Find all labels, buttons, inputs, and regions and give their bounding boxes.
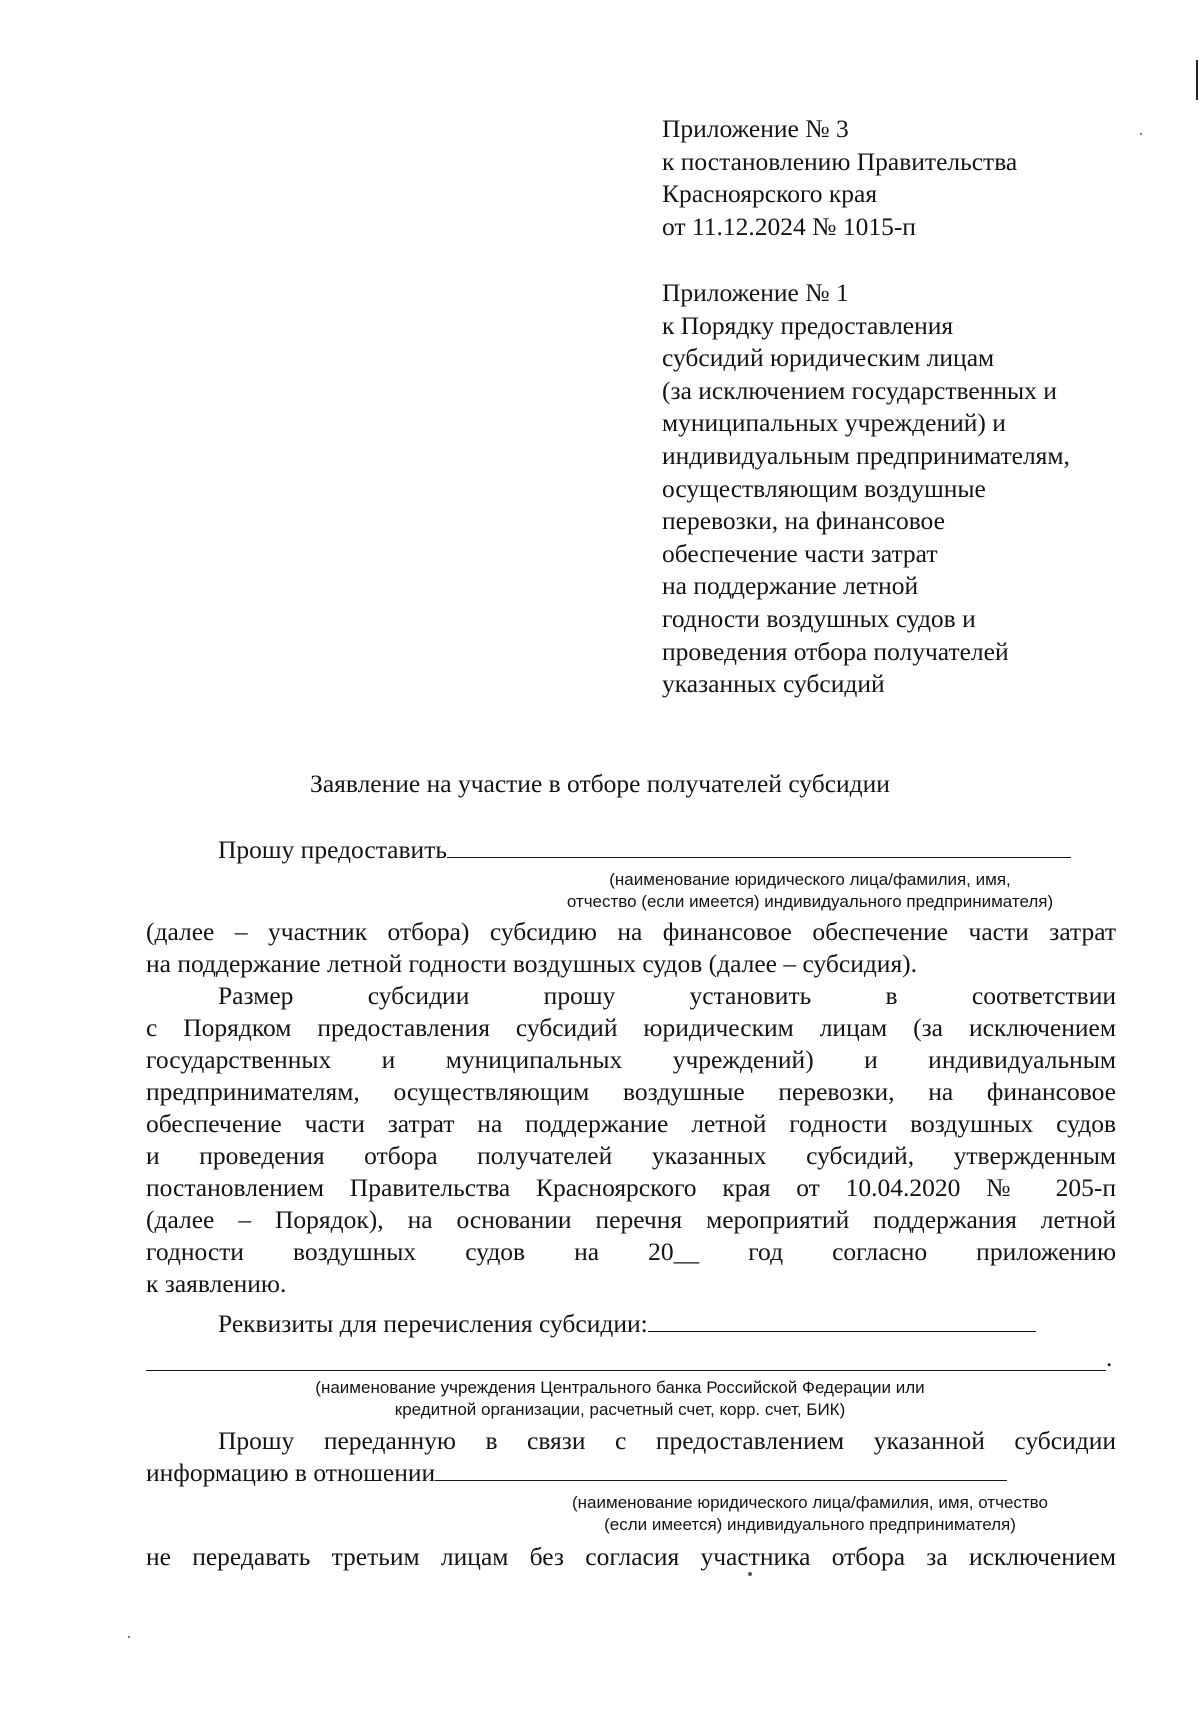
appendix-1-line: проведения отбора получателей: [662, 636, 1009, 666]
requisites-blank-line[interactable]: [146, 1370, 1106, 1371]
scan-speck: [1140, 133, 1142, 135]
appendix-1-header: [662, 277, 1070, 701]
body-line: обеспечение части затрат на поддержание летной годности воздушных судов: [146, 1109, 1116, 1138]
appendix-3-line: к постановлению Правительства: [662, 146, 1018, 176]
appendix-1-line: к Порядку предоставления: [662, 310, 954, 340]
appendix-1-line: индивидуальным предпринимателям,: [662, 440, 1070, 470]
requisites-caption: (наименование учреждения Центрального банка Российской Федерации или: [315, 1378, 925, 1397]
body-line: постановлением Правительства Красноярского края от 10.04.2020 № 205-п: [146, 1173, 1116, 1202]
body-line: (далее – участник отбора) субсидию на финансовое обеспечение части затрат: [146, 917, 1116, 946]
scan-speck: [748, 1572, 752, 1576]
appendix-1-line: годности воздушных судов и: [662, 603, 976, 633]
body-line: к заявлению.: [146, 1269, 287, 1298]
body-line: и проведения отбора получателей указанных субсидий, утвержденным: [146, 1141, 1116, 1170]
applicant-caption: отчество (если имеется) индивидуального предпринимателя): [566, 892, 1054, 911]
info-request-label: информацию в отношении: [146, 1458, 436, 1487]
appendix-3-line: Приложение № 3: [662, 114, 849, 143]
info-subject-blank[interactable]: [435, 1458, 1007, 1481]
appendix-1-line: муниципальных учреждений) и: [662, 408, 1006, 438]
appendix-3-line: Красноярского края: [662, 179, 878, 209]
document-title: Заявление на участие в отборе получателей субсидии: [310, 769, 890, 798]
scan-speck: [128, 1636, 130, 1638]
appendix-1-line: Приложение № 1: [662, 278, 849, 307]
requisites-end-mark: .: [1106, 1343, 1113, 1372]
request-line: [146, 834, 1116, 866]
applicant-caption: (наименование юридического лица/фамилия, имя,: [609, 870, 1011, 889]
request-label: Прошу предоставить: [218, 835, 447, 864]
appendix-1-line: указанных субсидий: [662, 669, 885, 699]
body-line: Прошу переданную в связи с предоставлением указанной субсидии: [218, 1426, 1116, 1455]
body-line: государственных и муниципальных учреждений) и индивидуальным: [146, 1045, 1116, 1074]
requisites-label: Реквизиты для перечисления субсидии:: [218, 1309, 648, 1338]
applicant-name-blank[interactable]: [447, 835, 1071, 858]
requisites-caption: кредитной организации, расчетный счет, корр. счет, БИК): [394, 1400, 846, 1419]
info-request-line: [146, 1457, 1116, 1489]
appendix-1-line: субсидий юридическим лицам: [662, 343, 995, 373]
appendix-3-line: от 11.12.2024 № 1015-п: [662, 211, 916, 241]
appendix-1-line: перевозки, на финансовое: [662, 506, 945, 536]
appendix-1-line: на поддержание летной: [662, 571, 919, 601]
appendix-3-header: [662, 113, 1017, 243]
appendix-1-line: обеспечение части затрат: [662, 538, 938, 568]
body-line: предпринимателям, осуществляющим воздушные перевозки, на финансовое: [146, 1077, 1116, 1106]
body-line: с Порядком предоставления субсидий юридическим лицам (за исключением: [146, 1013, 1116, 1042]
info-subject-caption: (если имеется) индивидуального предпринимателя): [604, 1515, 1016, 1534]
appendix-1-line: (за исключением государственных и: [662, 375, 1057, 405]
scan-edge-mark: [1196, 60, 1198, 100]
requisites-line: [146, 1308, 1116, 1340]
body-line: (далее – Порядок), на основании перечня мероприятий поддержания летной: [146, 1205, 1116, 1234]
appendix-1-line: осуществляющим воздушные: [662, 473, 986, 503]
body-line: годности воздушных судов на 20__ год согласно приложению: [146, 1237, 1116, 1266]
body-line: на поддержание летной годности воздушных судов (далее – субсидия).: [146, 949, 918, 978]
body-line: не передавать третьим лицам без согласия участника отбора за исключением: [146, 1542, 1116, 1571]
info-subject-caption: (наименование юридического лица/фамилия, имя, отчество: [572, 1493, 1048, 1512]
requisites-blank[interactable]: [648, 1309, 1036, 1332]
body-line: Размер субсидии прошу установить в соответствии: [218, 981, 1116, 1010]
